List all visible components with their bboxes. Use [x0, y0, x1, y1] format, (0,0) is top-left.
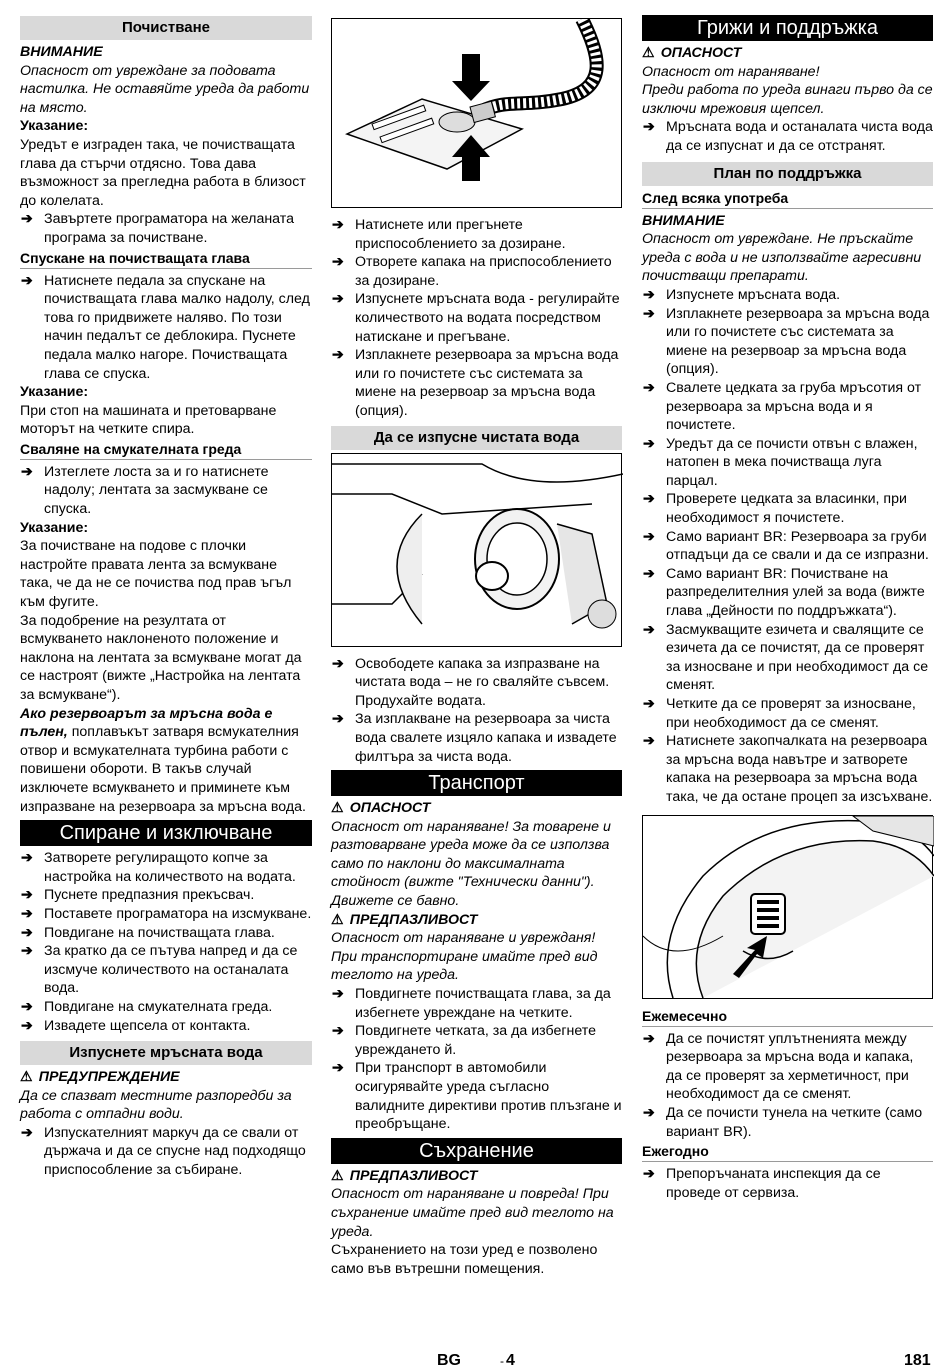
column-middle: [331, 14, 622, 1278]
danger-title-text: ОПАСНОСТ: [349, 800, 431, 817]
heading-stop: Спиране и изключване: [20, 820, 312, 846]
caution-title: [331, 911, 622, 930]
heading-cleaning: Почистване: [20, 16, 312, 40]
step-text: Само вариант BR: Почистване на разпределителния улей за вода (вижте глава „Дейности по поддръжката“).: [666, 565, 925, 620]
step-item: [20, 905, 312, 924]
step-text: Изплакнете резервоара за мръсна вода или го почистете със системата за миене на резервоар за мръсна вода (опция).: [666, 305, 930, 378]
tank-full-text: поплавъкът затваря всмукателния отвор и всмукателната турбина работи с повишени обороти. В такъв случай изключете всмукването и приминете към изпразване на резервоара за мръсна вода.: [20, 724, 306, 815]
step-text: Само вариант BR: Резервоара за груби отпадъци да се свали и да се изпразни.: [666, 528, 929, 564]
step-item: [331, 655, 622, 711]
step-text: Препоръчаната инспекция да се проведе от сервиза.: [666, 1166, 881, 1201]
arrow-icon: ➔: [332, 217, 344, 233]
dosing-device-drawing: [332, 19, 623, 207]
step-item: [20, 924, 312, 943]
page-footer: [0, 1352, 950, 1372]
heading-maintenance-plan: План по поддръжка: [642, 162, 933, 186]
arrow-icon: ➔: [21, 943, 33, 960]
step-item: [20, 463, 312, 519]
note-title: Указание:: [20, 118, 89, 135]
arrow-icon: ➔: [21, 463, 33, 480]
warning-title-text: ПРЕДУПРЕЖДЕНИЕ: [38, 1069, 180, 1086]
arrow-icon: ➔: [21, 1017, 33, 1034]
step-item: [20, 272, 312, 384]
arrow-icon: ➔: [643, 1166, 655, 1183]
caution-title: [331, 1167, 622, 1186]
arrow-icon: ➔: [643, 435, 655, 452]
step-item: [20, 210, 312, 247]
warning-icon: ⚠: [331, 911, 344, 928]
note-title: Указание:: [20, 384, 89, 401]
step-item: [642, 528, 933, 565]
warning-title: [20, 1068, 312, 1087]
subheading-yearly: Ежегодно: [642, 1142, 933, 1162]
step-item: [331, 985, 622, 1022]
arrow-icon: ➔: [21, 272, 33, 289]
heading-storage: Съхранение: [331, 1138, 622, 1164]
step-item: [331, 216, 622, 253]
step-item: [642, 565, 933, 621]
storage-text: Съхранението на този уред е позволено само във вътрешни помещения.: [331, 1242, 598, 1277]
step-item: [331, 710, 622, 766]
step-text: Отворете капака на приспособлението за дозиране.: [355, 254, 612, 289]
step-text: Изпускателният маркуч да се свали от държача и да се спусне над подходящо приспособление за събиране.: [44, 1124, 306, 1179]
step-item: [642, 490, 933, 527]
note-text: За подобрение на резултата от всмукването наклоненото положение и наклона на лентата за всмукване могат да се настроят (вижте „Настройка на лентата за всмукване“).: [20, 612, 302, 703]
caution-title-text: ПРЕДПАЗЛИВОСТ: [349, 911, 478, 928]
step-item: [642, 1104, 933, 1141]
note-text: За почистване на подове с плочки настройте правата лента за всмукване така, че да не се почиства под прав ъгъл към фугите.: [20, 538, 292, 611]
step-item: [642, 1165, 933, 1202]
arrow-icon: ➔: [21, 887, 33, 904]
column-right: [642, 14, 933, 1202]
warning-icon: ⚠: [642, 45, 655, 61]
step-item: [331, 346, 622, 420]
arrow-icon: ➔: [643, 491, 655, 508]
heading-care: Грижи и поддръжка: [642, 15, 933, 41]
step-text: Мръсната вода и останалата чиста вода да се изпуснат и да се отстранят.: [666, 119, 933, 154]
step-text: Да се почисти тунела на четките (само вариант BR).: [666, 1104, 923, 1140]
footer-page: [500, 1352, 515, 1370]
step-item: [331, 253, 622, 290]
arrow-icon: ➔: [643, 621, 655, 638]
step-text: Повдигане на почистващата глава.: [44, 924, 275, 941]
danger-text: Опасност от нараняване! За товарене и разтоварване уреда може да се използва само по наклони до максималната стойност (вижте "Технически данни"). Движете се бавно.: [331, 818, 611, 910]
arrow-icon: ➔: [643, 565, 655, 582]
arrow-icon: ➔: [643, 286, 655, 303]
step-item: [20, 942, 312, 998]
heading-transport: Транспорт: [331, 770, 622, 796]
step-text: Изпуснете мръсната вода.: [666, 286, 841, 303]
arrow-icon: ➔: [332, 347, 344, 364]
step-text: Повдигнете почистващата глава, за да избегнете увреждане на четките.: [355, 986, 611, 1021]
step-text: Изплакнете резервоара за мръсна вода или го почистете със системата за миене на резервоар за мръсна вода (опция).: [355, 347, 619, 419]
step-text: Повдигнете четката, за да избегнете увреждането й.: [355, 1023, 597, 1058]
subheading-lower-beam: Сваляне на смукателната греда: [20, 440, 312, 460]
footer-dash: -: [500, 1354, 504, 1368]
step-text: При транспорт в автомобили осигурявайте уреда съгласно валидните директиви против плъзгане и преобръщане.: [355, 1060, 622, 1133]
note-text: Уредът е изграден така, че почистващата глава да стърчи отдясно. Това дава възможност за прегледна работа в близост до колелата.: [20, 136, 306, 209]
danger-title: [331, 799, 622, 818]
warning-text: Да се спазват местните разпоредби за работа с отпадни води.: [20, 1087, 292, 1123]
tank-latch-illustration: [642, 815, 933, 999]
step-text: Уредът да се почисти отвън с влажен, натопен в мека почистваща луга парцал.: [666, 435, 918, 489]
step-item: [642, 695, 933, 732]
dosing-device-illustration: [331, 18, 622, 208]
step-item: [20, 886, 312, 905]
step-text: Повдигане на смукателната греда.: [44, 998, 273, 1015]
step-item: [642, 286, 933, 305]
step-item: [331, 1022, 622, 1059]
step-text: Натиснете закопчалката на резервоара за мръсна вода навътре и затворете капака на резервоара за мръсна вода така, че да остане процеп за изсъхване.: [666, 733, 933, 805]
step-item: [20, 849, 312, 886]
footer-page-total: 181: [904, 1352, 931, 1369]
step-item: [642, 118, 933, 155]
step-text: Завъртете програматора на желаната програма за почистване.: [44, 211, 294, 246]
attention-title: ВНИМАНИЕ: [20, 44, 103, 60]
step-text: Пуснете предпазния прекъсвач.: [44, 887, 255, 904]
danger-text: Опасност от нараняване!: [642, 63, 820, 80]
danger-title-text: ОПАСНОСТ: [660, 45, 742, 61]
step-item: [331, 290, 622, 346]
arrow-icon: ➔: [643, 305, 655, 322]
step-text: Засмукващите езичета и свалящите се езичета да се почистят, да се проверят за износване и при необходимост да се сменят.: [666, 621, 929, 694]
tank-full-paragraph: [20, 705, 312, 817]
step-item: [20, 998, 312, 1017]
warning-icon: ⚠: [331, 800, 344, 817]
danger-title: [642, 44, 933, 63]
warning-icon: ⚠: [20, 1069, 33, 1086]
danger-text: Преди работа по уреда винаги първо да се изключи мрежовия щепсел.: [642, 82, 933, 117]
caution-title-text: ПРЕДПАЗЛИВОСТ: [349, 1167, 478, 1184]
tank-full-bold: Ако резервоарът за мръсна вода е пълен,: [20, 705, 273, 741]
step-item: [642, 732, 933, 806]
step-text: Изтеглете лоста за и го натиснете надолу; лентата за засмукване се спуска.: [44, 463, 269, 518]
heading-drain-dirty: Изпуснете мръсната вода: [20, 1041, 312, 1065]
attention-title: ВНИМАНИЕ: [642, 212, 725, 229]
column-left: [20, 14, 312, 1180]
arrow-icon: ➔: [643, 379, 655, 396]
step-text: За кратко да се пътува напред и да се изсмуче количеството на останалата вода.: [44, 943, 298, 997]
subheading-lower-head: Спускане на почистващата глава: [20, 249, 312, 269]
attention-text: Опасност от увреждане за подовата настилка. Не оставяйте уреда да работи на място.: [20, 62, 310, 116]
arrow-icon: ➔: [21, 211, 33, 228]
arrow-icon: ➔: [332, 254, 344, 271]
arrow-icon: ➔: [643, 1104, 655, 1121]
caution-text: Опасност от нараняване и повреда! При съхранение имайте пред вид теглото на уреда.: [331, 1186, 614, 1240]
step-text: Проверете цедката за власинки, при необходимост я почистете.: [666, 491, 907, 527]
caution-text: Опасност от нараняване и уврежданя! При транспортиране имайте пред вид теглото на уреда.: [331, 930, 598, 984]
arrow-icon: ➔: [643, 528, 655, 545]
step-text: Освободете капака за изпразване на чистата вода – не го сваляйте съвсем. Продухайте водата.: [355, 655, 610, 709]
step-item: [642, 305, 933, 379]
step-text: Затворете регулиращото копче за настройка на количеството на водата.: [44, 850, 296, 885]
step-text: Извадете щепсела от контакта.: [44, 1017, 251, 1034]
step-text: Четките да се проверят за износване, при необходимост да се сменят.: [666, 696, 916, 731]
step-text: Изпуснете мръсната вода - регулирайте количеството на водата посредством натискане и прегъване.: [355, 291, 620, 345]
footer-language: BG: [437, 1352, 461, 1369]
arrow-icon: ➔: [21, 905, 33, 922]
heading-drain-clean: Да се изпусне чистата вода: [331, 426, 622, 450]
arrow-icon: ➔: [332, 986, 344, 1003]
note-text: При стоп на машината и претоварване моторът на четките спира.: [20, 402, 277, 438]
arrow-icon: ➔: [332, 291, 344, 308]
arrow-icon: ➔: [21, 924, 33, 941]
arrow-icon: ➔: [332, 711, 344, 728]
arrow-icon: ➔: [643, 696, 655, 712]
step-text: Свалете цедката за груба мръсотия от резервоара за мръсна вода и я почистете.: [666, 379, 922, 434]
step-item: [642, 379, 933, 435]
step-item: [20, 1124, 312, 1180]
arrow-icon: ➔: [643, 733, 655, 750]
step-item: [20, 1017, 312, 1036]
clean-water-cap-drawing: [332, 454, 623, 646]
step-item: [642, 621, 933, 695]
step-text: Да се почистят уплътненията между резервоара за мръсна вода и капака, да се проверят за херметичност, при необходимост да се сменят.: [666, 1030, 914, 1103]
arrow-icon: ➔: [332, 655, 344, 672]
arrow-icon: ➔: [21, 850, 33, 867]
arrow-icon: ➔: [332, 1060, 344, 1077]
step-text: Поставете програматора на изсмукване.: [44, 905, 312, 922]
attention-text: Опасност от увреждане. Не пръскайте уреда с вода и не използвайте агресивни почистващи препарати.: [642, 231, 922, 285]
clean-water-cap-illustration: [331, 453, 622, 647]
step-text: За изплакване на резервоара за чиста вода свалете изцяло капака и извадете филтъра за чиста вода.: [355, 711, 617, 765]
note-title: Указание:: [20, 519, 89, 536]
arrow-icon: ➔: [643, 1030, 655, 1047]
step-item: [642, 435, 933, 491]
step-text: Натиснете или прегънете приспособлението за дозиране.: [355, 217, 566, 252]
arrow-icon: ➔: [332, 1023, 344, 1040]
arrow-icon: ➔: [643, 119, 655, 136]
subheading-after-use: След всяка употреба: [642, 189, 933, 209]
tank-latch-drawing: [643, 816, 934, 998]
footer-page-number: 4: [506, 1352, 515, 1369]
arrow-icon: ➔: [21, 1124, 33, 1141]
warning-icon: ⚠: [331, 1167, 344, 1184]
arrow-icon: ➔: [21, 998, 33, 1015]
step-item: [642, 1030, 933, 1104]
step-item: [331, 1059, 622, 1133]
subheading-monthly: Ежемесечно: [642, 1007, 933, 1027]
step-text: Натиснете педала за спускане на почистващата глава малко надолу, след това го придвижете наляво. По този начин педалът се деблокира. Пуснете педала малко нагоре. Почистващата глава се спуска.: [44, 272, 310, 382]
